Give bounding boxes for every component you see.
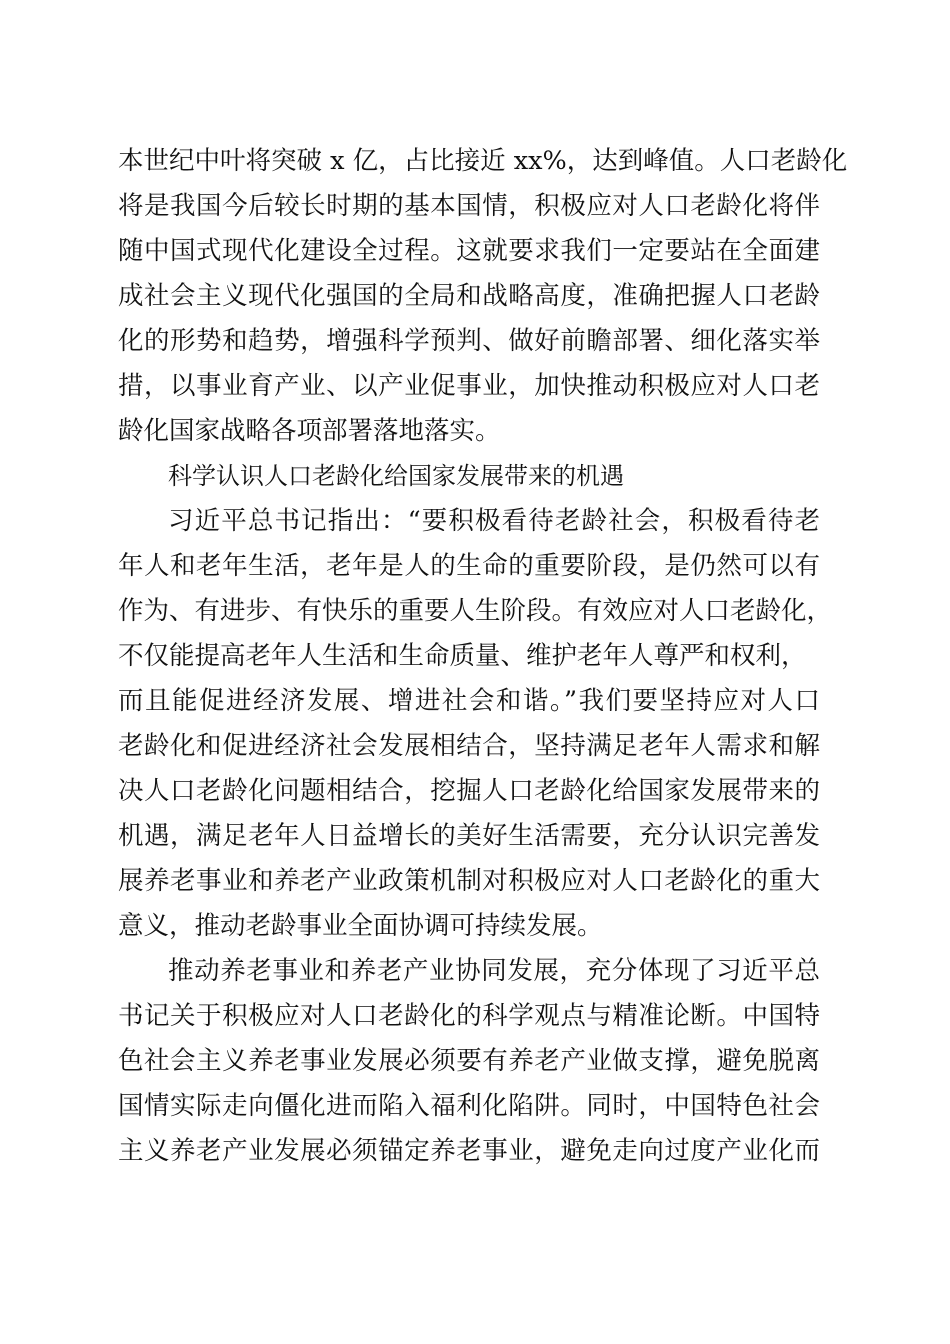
paragraph-1-line-7: 龄化国家战略各项部署落地落实。 xyxy=(118,416,501,446)
paragraph-3-line-3: 色社会主义养老事业发展必须要有养老产业做支撑，避免脱离 xyxy=(118,1046,820,1076)
paragraph-1-line-3: 随中国式现代化建设全过程。这就要求我们一定要站在全面建 xyxy=(118,236,820,266)
paragraph-2-line-3: 作为、有进步、有快乐的重要人生阶段。有效应对人口老龄化， xyxy=(118,596,833,626)
paragraph-2-line-5: 而且能促进经济发展、增进社会和谐。”我们要坚持应对人口 xyxy=(118,686,820,716)
paragraph-2-line-10: 意义，推动老龄事业全面协调可持续发展。 xyxy=(118,911,603,941)
paragraph-3-line-1: 推动养老事业和养老产业协同发展，充分体现了习近平总 xyxy=(168,956,820,986)
paragraph-1-line-1: 本世纪中叶将突破 x 亿，占比接近 xx%，达到峰值。人口老龄化 xyxy=(118,146,848,176)
paragraph-2-line-1: 习近平总书记指出：“要积极看待老龄社会，积极看待老 xyxy=(168,506,820,536)
paragraph-1-line-5: 化的形势和趋势，增强科学预判、做好前瞻部署、细化落实举 xyxy=(118,326,820,356)
paragraph-2-line-9: 展养老事业和养老产业政策机制对积极应对人口老龄化的重大 xyxy=(118,866,820,896)
paragraph-2-line-7: 决人口老龄化问题相结合，挖掘人口老龄化给国家发展带来的 xyxy=(118,776,820,806)
section-heading: 科学认识人口老龄化给国家发展带来的机遇 xyxy=(168,462,624,490)
paragraph-2-line-6: 老龄化和促进经济社会发展相结合，坚持满足老年人需求和解 xyxy=(118,731,820,761)
paragraph-1-line-4: 成社会主义现代化强国的全局和战略高度，准确把握人口老龄 xyxy=(118,281,820,311)
paragraph-2-line-8: 机遇，满足老年人日益增长的美好生活需要，充分认识完善发 xyxy=(118,821,820,851)
paragraph-1-line-2: 将是我国今后较长时期的基本国情，积极应对人口老龄化将伴 xyxy=(118,191,820,221)
paragraph-2-line-4: 不仅能提高老年人生活和生命质量、维护老年人尊严和权利， xyxy=(118,641,807,671)
paragraph-3-line-5: 主义养老产业发展必须锚定养老事业，避免走向过度产业化而 xyxy=(118,1136,820,1166)
paragraph-1-line-6: 措，以事业育产业、以产业促事业，加快推动积极应对人口老 xyxy=(118,371,820,401)
paragraph-3-line-2: 书记关于积极应对人口老龄化的科学观点与精准论断。中国特 xyxy=(118,1001,820,1031)
paragraph-3-line-4: 国情实际走向僵化进而陷入福利化陷阱。同时，中国特色社会 xyxy=(118,1091,820,1121)
paragraph-2-line-2: 年人和老年生活，老年是人的生命的重要阶段，是仍然可以有 xyxy=(118,551,820,581)
